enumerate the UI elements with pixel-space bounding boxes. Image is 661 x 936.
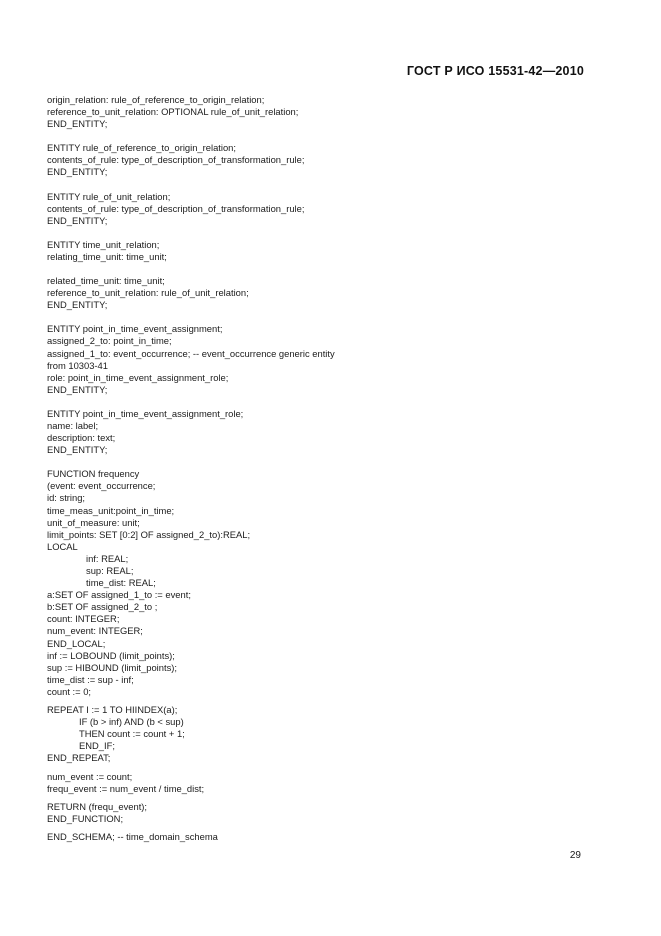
code-block-origin-relation xyxy=(47,94,587,130)
code-line: inf: REAL; xyxy=(86,552,129,564)
code-line: sup: REAL; xyxy=(86,565,134,576)
code-line: relating_time_unit: time_unit; xyxy=(47,250,167,262)
code-block-frequency-calc xyxy=(47,771,587,795)
code-line: END_LOCAL; xyxy=(47,637,106,649)
code-line: RETURN (frequ_event); xyxy=(47,800,148,812)
code-line: description: text; xyxy=(47,432,116,444)
code-line: END_ENTITY; xyxy=(47,118,108,130)
code-line: origin_relation: rule_of_reference_to_origin_relation; xyxy=(47,94,265,105)
code-line: b:SET OF assigned_2_to ; xyxy=(47,601,158,613)
code-block-point-in-time-event-assignment xyxy=(47,323,587,396)
code-block-rule-of-unit-relation xyxy=(47,191,587,227)
code-line: END_ENTITY; xyxy=(47,299,108,311)
code-line: END_SCHEMA; -- time_domain_schema xyxy=(47,830,218,842)
code-block-function-frequency xyxy=(47,468,587,698)
code-line: a:SET OF assigned_1_to := event; xyxy=(47,589,191,601)
code-block-point-in-time-event-assignment-role xyxy=(47,408,587,456)
code-block-return xyxy=(47,801,587,825)
code-line: sup := HIBOUND (limit_points); xyxy=(47,661,177,673)
code-line: ENTITY time_unit_relation; xyxy=(47,238,160,250)
code-line: id: string; xyxy=(47,492,86,504)
code-line: LOCAL xyxy=(47,540,78,552)
code-line: reference_to_unit_relation: rule_of_unit_relation; xyxy=(47,287,249,299)
code-line: ENTITY rule_of_unit_relation; xyxy=(47,190,171,202)
code-line: num_event: INTEGER; xyxy=(47,625,143,637)
code-line: END_FUNCTION; xyxy=(47,812,124,824)
code-block-time-unit-relation xyxy=(47,239,587,263)
code-line: END_ENTITY; xyxy=(47,214,108,226)
code-line: num_event := count; xyxy=(47,770,133,782)
code-block-rule-of-reference-to-origin-relation xyxy=(47,142,587,178)
code-line: related_time_unit: time_unit; xyxy=(47,275,165,287)
code-line: assigned_1_to: event_occurrence; -- event_occurrence generic entity xyxy=(47,347,335,359)
code-line: ENTITY rule_of_reference_to_origin_relation; xyxy=(47,142,236,154)
code-line: unit_of_measure: unit; xyxy=(47,516,140,528)
code-line: inf := LOBOUND (limit_points); xyxy=(47,649,175,661)
code-line: assigned_2_to: point_in_time; xyxy=(47,335,172,347)
code-line: THEN count := count + 1; xyxy=(79,728,185,740)
code-line: role: point_in_time_event_assignment_role; xyxy=(47,371,229,383)
code-line: ENTITY point_in_time_event_assignment_role; xyxy=(47,407,244,419)
code-line: count := 0; xyxy=(47,685,92,697)
code-line: FUNCTION frequency xyxy=(47,468,140,480)
code-line: count: INTEGER; xyxy=(47,613,120,625)
code-line: contents_of_rule: type_of_description_of_transformation_rule; xyxy=(47,202,305,214)
code-block-time-unit-relation-cont xyxy=(47,275,587,311)
code-line: ENTITY point_in_time_event_assignment; xyxy=(47,323,223,335)
code-line: time_dist: REAL; xyxy=(86,577,156,589)
code-line: END_ENTITY; xyxy=(47,383,108,395)
document-standard-header: ГОСТ Р ИСО 15531-42—2010 xyxy=(406,64,584,78)
express-schema-code xyxy=(47,94,587,843)
code-line: reference_to_unit_relation: OPTIONAL rule_of_unit_relation; xyxy=(47,106,299,118)
code-line: limit_points: SET [0:2] OF assigned_2_to):REAL; xyxy=(47,528,251,540)
code-line: (event: event_occurrence; xyxy=(47,480,156,492)
code-block-repeat-loop xyxy=(47,704,587,764)
code-line: REPEAT I := 1 TO HIINDEX(a); xyxy=(47,704,178,716)
code-block-end-schema xyxy=(47,831,587,843)
code-line: time_meas_unit:point_in_time; xyxy=(47,504,175,516)
code-line: END_ENTITY; xyxy=(47,166,108,178)
code-line: END_ENTITY; xyxy=(47,444,108,456)
code-line: name: label; xyxy=(47,419,99,431)
code-line: contents_of_rule: type_of_description_of_transformation_rule; xyxy=(47,154,305,166)
code-line: END_REPEAT; xyxy=(47,752,111,764)
code-line: frequ_event := num_event / time_dist; xyxy=(47,782,205,794)
code-line: from 10303-41 xyxy=(47,359,108,371)
code-line: time_dist := sup - inf; xyxy=(47,673,134,685)
code-line: END_IF; xyxy=(79,740,115,752)
page-number: 29 xyxy=(569,850,581,861)
code-line: IF (b > inf) AND (b < sup) xyxy=(79,716,184,728)
